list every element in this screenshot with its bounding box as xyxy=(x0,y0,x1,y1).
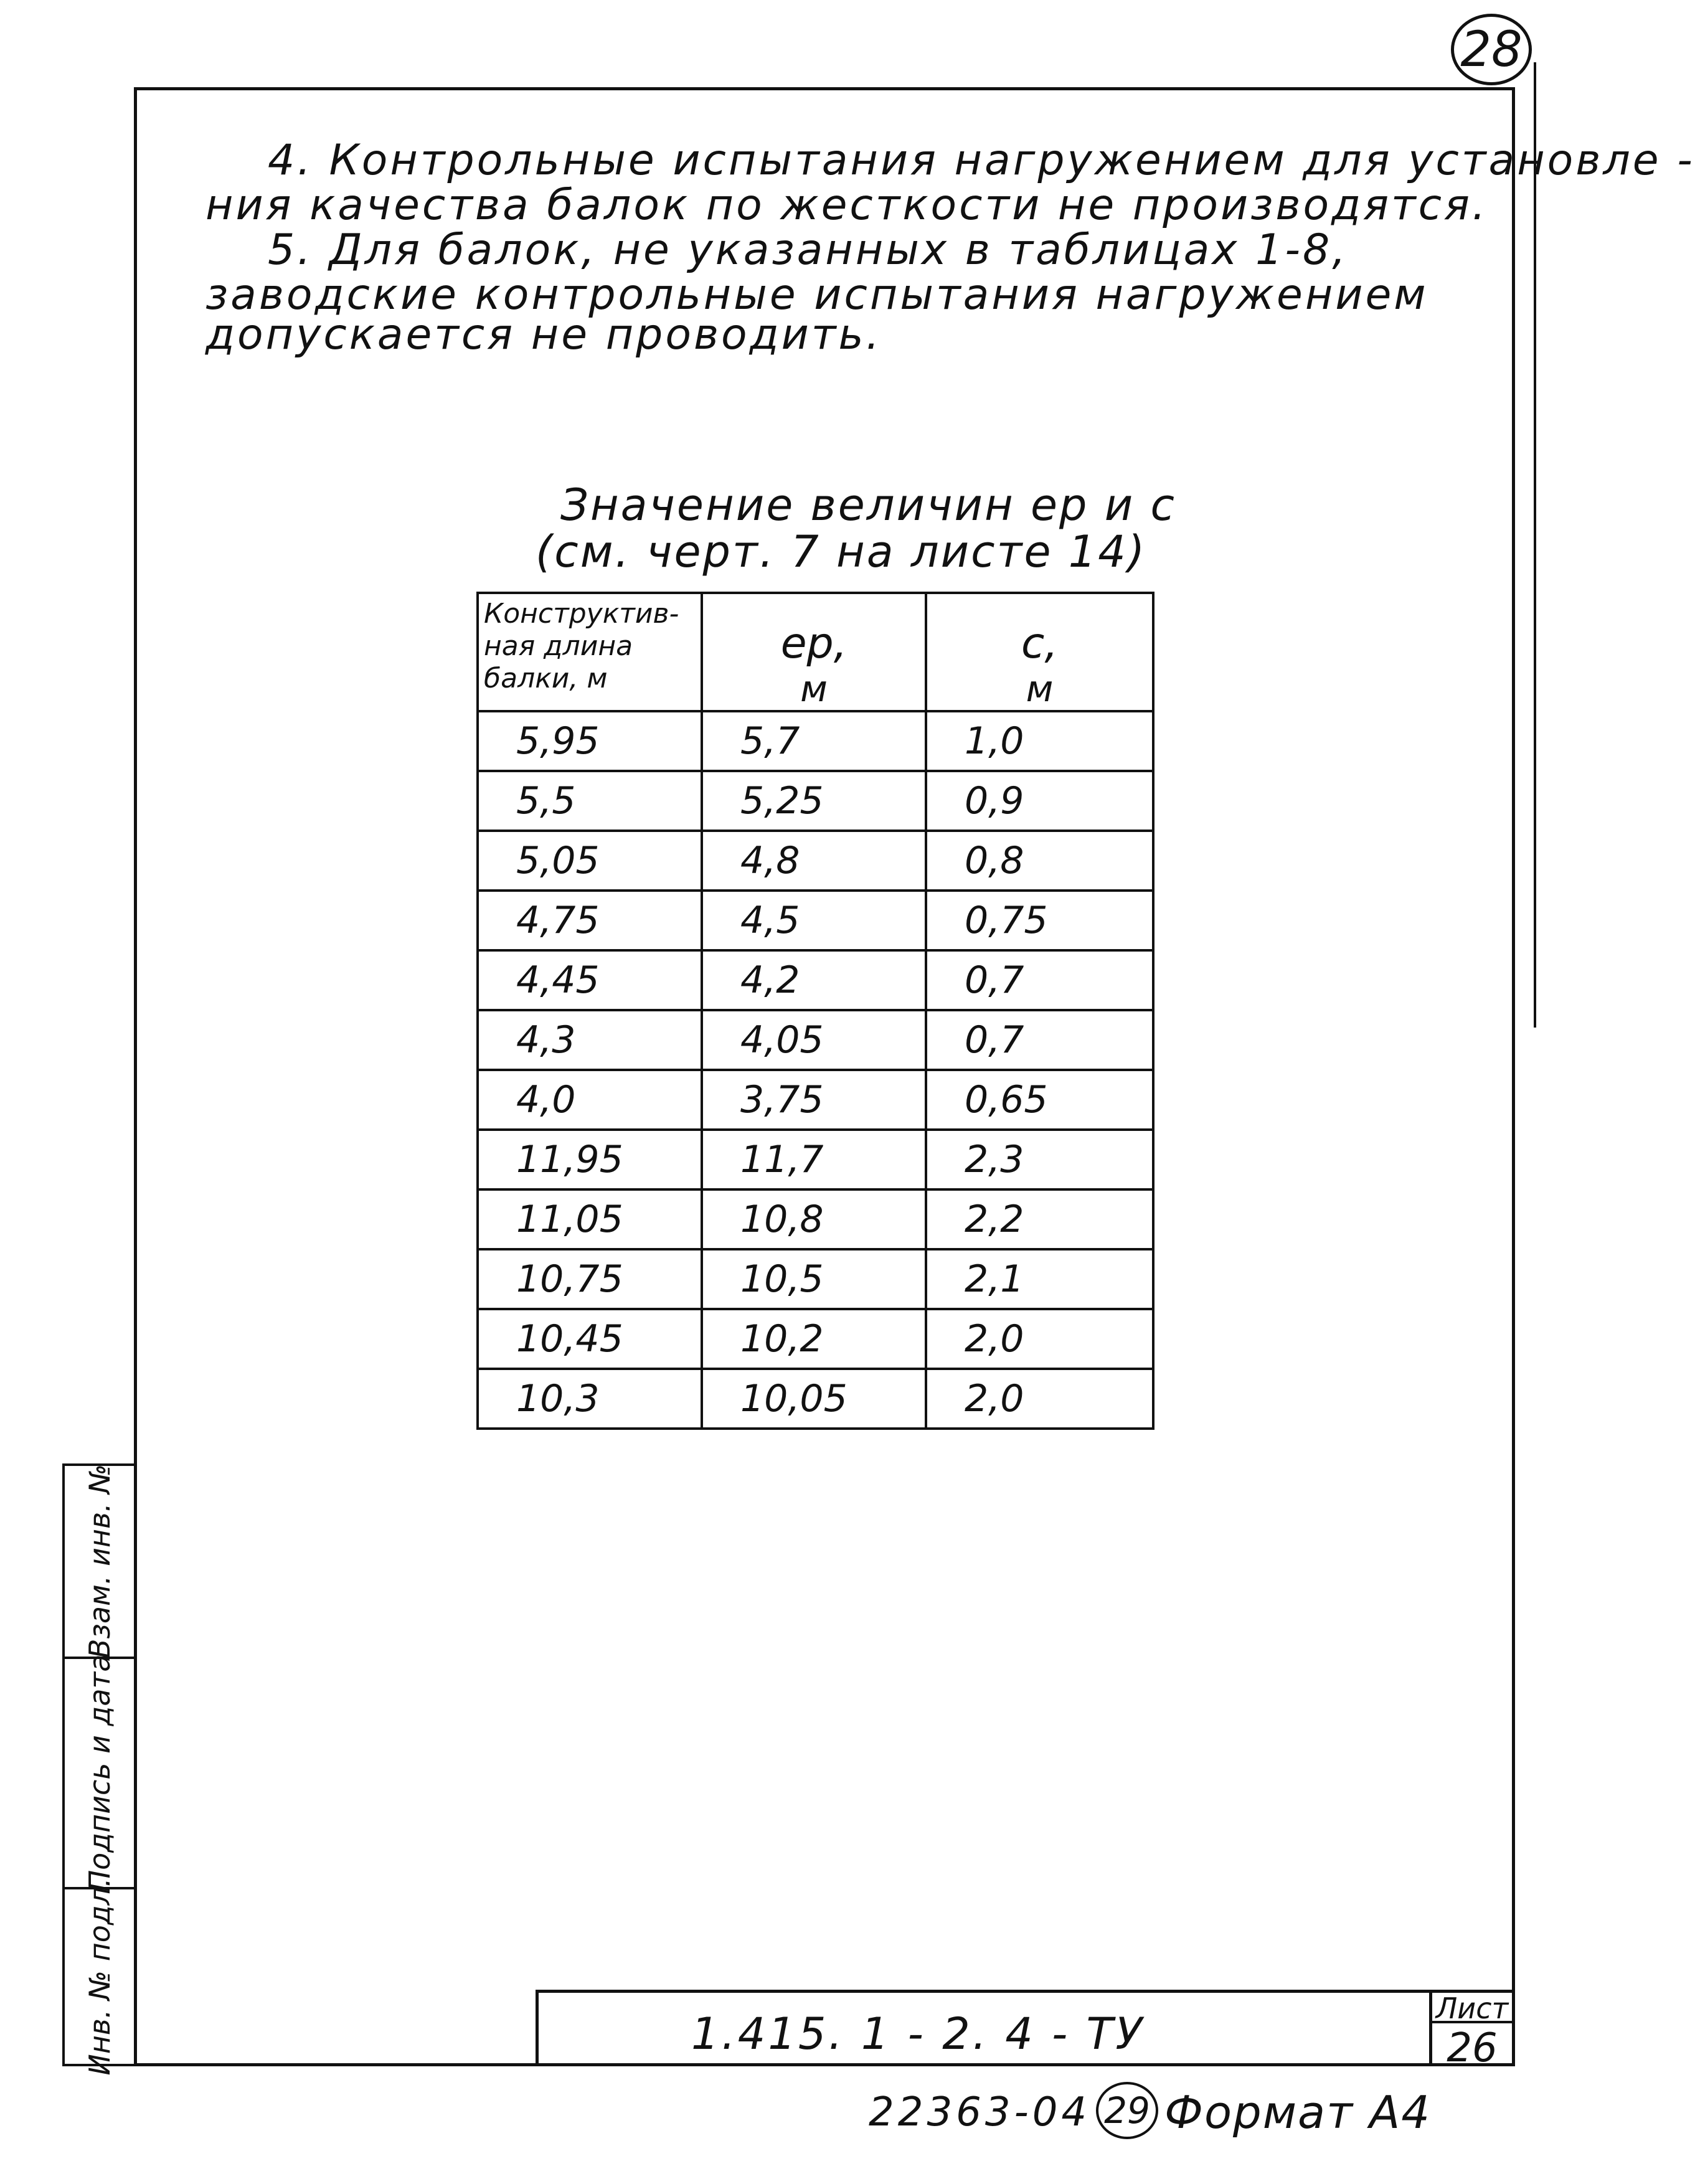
cell-c: 1,0 xyxy=(926,711,1153,771)
side-cell-inventory xyxy=(65,1878,135,2076)
sheet-label: Лист xyxy=(1435,1992,1509,2025)
circled-page-number: 29 xyxy=(1096,2082,1158,2139)
cell-ep: 5,25 xyxy=(702,771,926,831)
table-row xyxy=(478,1130,1153,1189)
table-body xyxy=(478,711,1153,1429)
note-5-line-2: заводские контрольные испытания нагружением xyxy=(205,270,1428,319)
table-row xyxy=(478,1189,1153,1249)
cell-c: 0,8 xyxy=(926,831,1153,891)
cell-ep: 10,05 xyxy=(702,1369,926,1429)
side-stamp xyxy=(62,1463,137,2076)
table-row xyxy=(478,1010,1153,1070)
cell-length: 4,0 xyxy=(478,1070,702,1130)
table-row xyxy=(478,831,1153,891)
cell-ep: 10,2 xyxy=(702,1309,926,1369)
cell-length: 5,95 xyxy=(478,711,702,771)
header-ep xyxy=(702,593,926,711)
table-row xyxy=(478,950,1153,1010)
side-label-replacement: Взам. инв. № xyxy=(83,1463,116,1659)
table-row xyxy=(478,1249,1153,1309)
cell-c: 0,9 xyxy=(926,771,1153,831)
cell-ep: 11,7 xyxy=(702,1130,926,1189)
cell-c: 0,7 xyxy=(926,1010,1153,1070)
format-label: Формат А4 xyxy=(1164,2086,1432,2139)
table-header-row xyxy=(478,593,1153,711)
table-row xyxy=(478,891,1153,950)
table-row xyxy=(478,711,1153,771)
cell-ep: 3,75 xyxy=(702,1070,926,1130)
note-5-line-1: 5. Для балок, не указанных в таблицах 1-8, xyxy=(268,225,1348,275)
cell-length: 5,5 xyxy=(478,771,702,831)
table-subtitle: (см. черт. 7 на листе 14) xyxy=(536,526,1147,577)
corner-page-number: 28 xyxy=(1451,14,1532,85)
header-c-symbol: c, xyxy=(1021,619,1058,668)
cell-length: 11,95 xyxy=(478,1130,702,1189)
table-title: Значение величин eр и c xyxy=(560,480,1176,531)
cell-ep: 4,05 xyxy=(702,1010,926,1070)
order-number: 22363-04 xyxy=(869,2089,1091,2135)
header-length-line-1: Конструктив- xyxy=(484,598,679,630)
note-4-line-2: ния качества балок по жесткости не производятся. xyxy=(205,181,1488,230)
cell-length: 10,3 xyxy=(478,1369,702,1429)
cell-ep: 10,8 xyxy=(702,1189,926,1249)
header-c xyxy=(926,593,1153,711)
cell-ep: 4,8 xyxy=(702,831,926,891)
cell-length: 5,05 xyxy=(478,831,702,891)
cell-length: 10,75 xyxy=(478,1249,702,1309)
header-ep-symbol: eр, xyxy=(780,619,847,668)
cell-length: 4,45 xyxy=(478,950,702,1010)
cell-c: 2,2 xyxy=(926,1189,1153,1249)
side-label-inventory: Инв. № подл. xyxy=(83,1878,116,2076)
frame-edge-line xyxy=(1534,62,1536,1028)
values-table xyxy=(476,592,1154,1430)
table-row xyxy=(478,771,1153,831)
table-row xyxy=(478,1070,1153,1130)
cell-length: 4,3 xyxy=(478,1010,702,1070)
sheet-number: 26 xyxy=(1447,2025,1498,2071)
table-row xyxy=(478,1309,1153,1369)
document-code: 1.415. 1 - 2. 4 - ТУ xyxy=(691,2008,1145,2059)
header-length xyxy=(478,593,702,711)
cell-length: 10,45 xyxy=(478,1309,702,1369)
cell-ep: 10,5 xyxy=(702,1249,926,1309)
cell-length: 11,05 xyxy=(478,1189,702,1249)
side-label-signature: Подпись и дата xyxy=(83,1654,116,1892)
header-length-line-3: балки, м xyxy=(484,663,608,694)
note-5-line-3: допускается не проводить. xyxy=(205,310,882,359)
cell-c: 0,7 xyxy=(926,950,1153,1010)
cell-c: 0,65 xyxy=(926,1070,1153,1130)
cell-ep: 5,7 xyxy=(702,711,926,771)
table-row xyxy=(478,1369,1153,1429)
cell-c: 0,75 xyxy=(926,891,1153,950)
header-c-unit: м xyxy=(1026,668,1054,710)
side-cell-signature xyxy=(65,1654,135,1892)
cell-c: 2,0 xyxy=(926,1369,1153,1429)
cell-c: 2,0 xyxy=(926,1309,1153,1369)
cell-c: 2,3 xyxy=(926,1130,1153,1189)
note-4-line-1: 4. Контрольные испытания нагружением для установле - xyxy=(268,136,1695,185)
side-cell-replacement xyxy=(65,1463,135,1659)
cell-ep: 4,2 xyxy=(702,950,926,1010)
header-length-line-2: ная длина xyxy=(484,630,633,662)
cell-c: 2,1 xyxy=(926,1249,1153,1309)
cell-ep: 4,5 xyxy=(702,891,926,950)
cell-length: 4,75 xyxy=(478,891,702,950)
header-ep-unit: м xyxy=(800,668,828,710)
